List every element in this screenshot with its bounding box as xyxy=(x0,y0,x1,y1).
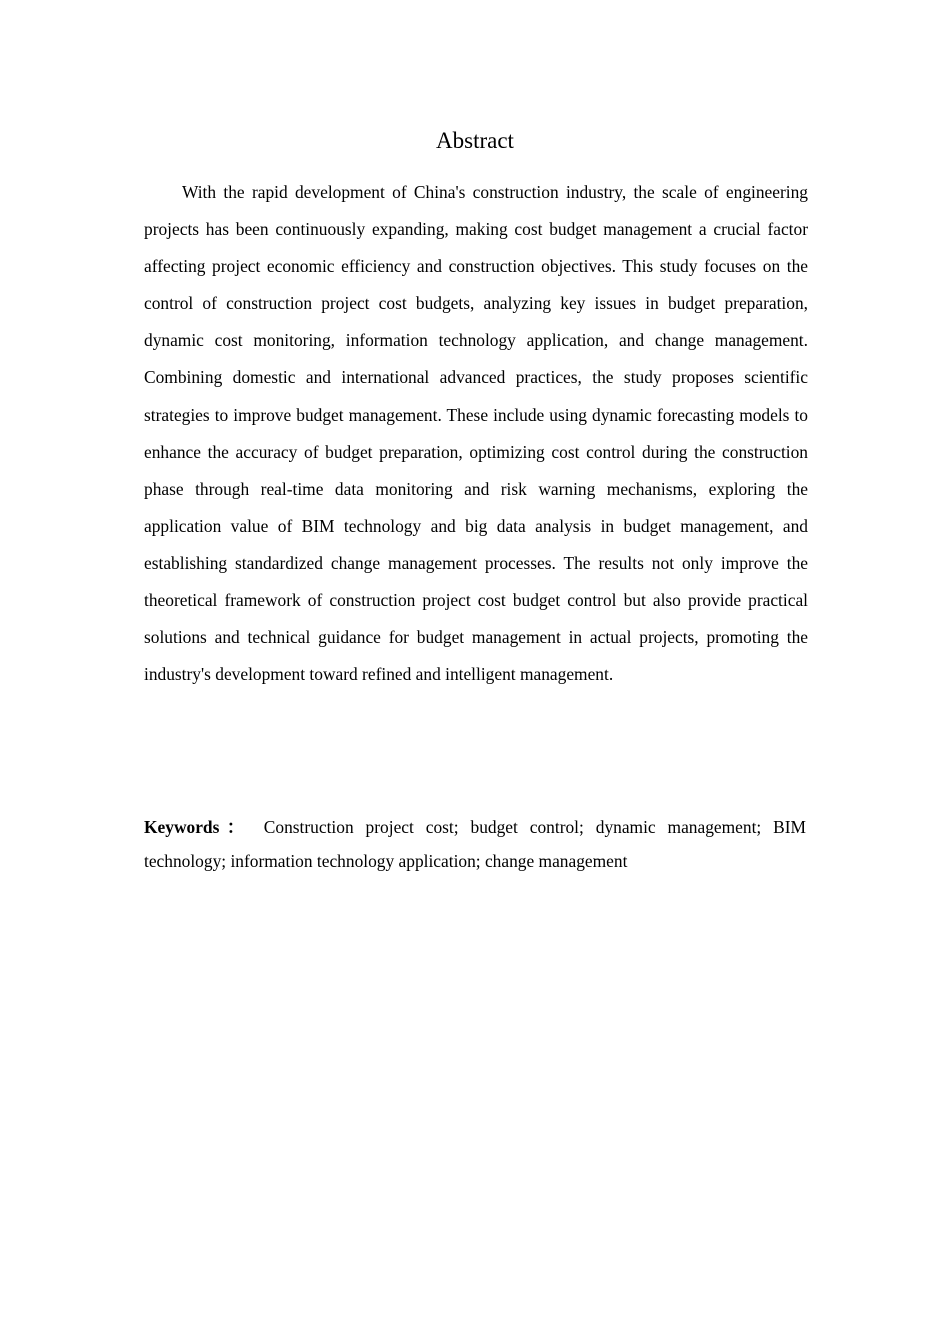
abstract-body: With the rapid development of China's construction industry, the scale of engineering projects has been continuously expanding, making cost budget management a crucial factor affecting project economic efficiency and construction objectives. This study focuses on the control of construction project cost budgets, analyzing key issues in budget preparation, dynamic cost monitoring, information technology application, and change management. Combining domestic and international advanced practices, the study proposes scientific strategies to improve budget management. These include using dynamic forecasting models to enhance the accuracy of budget preparation, optimizing cost control during the construction phase through real-time data monitoring and risk warning mechanisms, exploring the application value of BIM technology and big data analysis in budget management, and establishing standardized change management processes. The results not only improve the theoretical framework of construction project cost budget control but also provide practical solutions and technical guidance for budget management in actual projects, promoting the industry's development toward refined and intelligent management. xyxy=(144,182,808,685)
abstract-title: Abstract xyxy=(436,128,514,153)
keywords-text: Construction project cost; budget control; dynamic management; BIM technology; information technology application; change management xyxy=(144,817,806,871)
keywords-label: Keywords： xyxy=(144,817,252,837)
keywords-paragraph xyxy=(144,810,806,878)
